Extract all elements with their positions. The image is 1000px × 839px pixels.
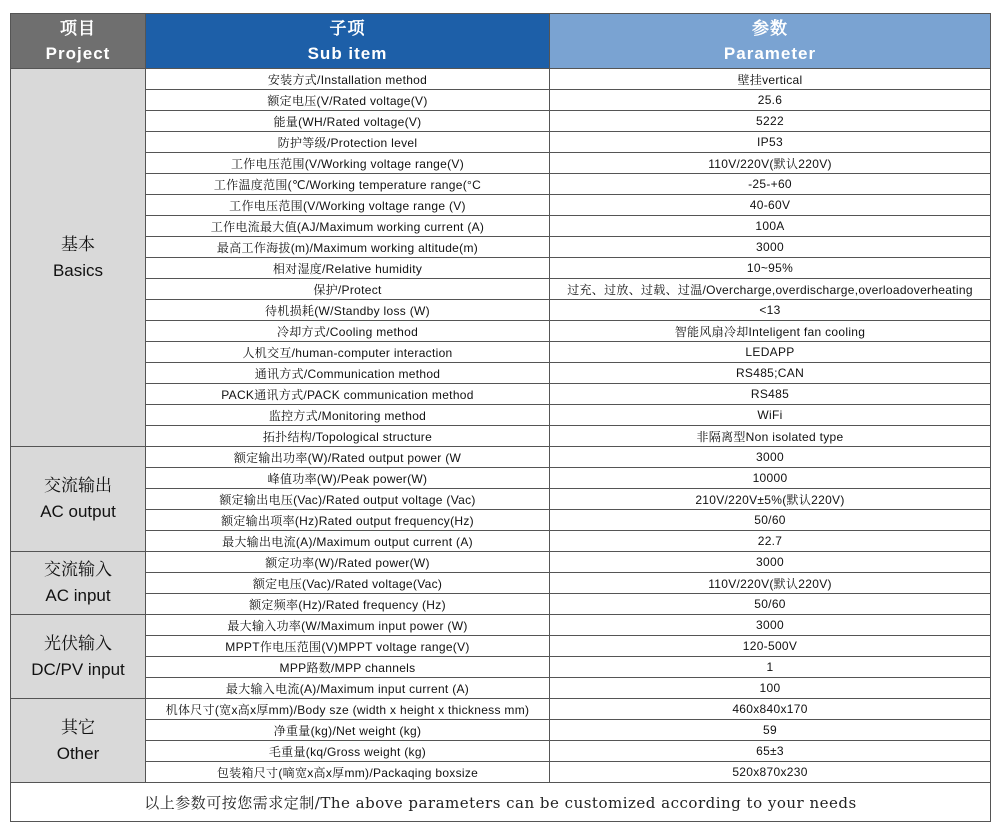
sub-item-cell: 额定输出项率(Hz)Rated output frequency(Hz) (146, 510, 550, 531)
group-label-en: AC output (40, 502, 116, 521)
header-param-zh: 参数 (752, 19, 788, 38)
table-row (11, 636, 991, 657)
sub-item-cell: 工作电压范围(V/Working voltage range (V) (146, 195, 550, 216)
table-row (11, 615, 991, 636)
sub-item-cell: 防护等级/Protection level (146, 132, 550, 153)
table-row (11, 678, 991, 699)
table-row (11, 531, 991, 552)
group-label (11, 615, 146, 699)
parameter-cell: 非隔离型Non isolated type (550, 426, 991, 447)
table-row (11, 384, 991, 405)
parameter-cell: 3000 (550, 447, 991, 468)
table-row (11, 90, 991, 111)
header-row (11, 14, 991, 69)
sub-item-cell: 相对湿度/Relative humidity (146, 258, 550, 279)
parameter-cell: IP53 (550, 132, 991, 153)
group-label (11, 69, 146, 447)
parameter-cell: 智能风扇冷却Inteligent fan cooling (550, 321, 991, 342)
parameter-cell: 过充、过放、过载、过温/Overcharge,overdischarge,overloadoverheating (550, 279, 991, 300)
sub-item-cell: 机体尺寸(宽x高x厚mm)/Body sze (width x height x thickness mm) (146, 699, 550, 720)
parameter-cell: WiFi (550, 405, 991, 426)
table-row (11, 720, 991, 741)
table-row (11, 300, 991, 321)
header-project-en: Project (45, 44, 111, 63)
table-row (11, 279, 991, 300)
sub-item-cell: 工作温度范围(℃/Working temperature range(°C (146, 174, 550, 195)
sub-item-cell: 净重量(kg)/Net weight (kg) (146, 720, 550, 741)
parameter-cell: RS485;CAN (550, 363, 991, 384)
group-label-zh: 交流输出 (44, 476, 112, 495)
sub-item-cell: 冷却方式/Cooling method (146, 321, 550, 342)
parameter-cell: 壁挂vertical (550, 69, 991, 90)
header-sub-item (146, 14, 550, 69)
parameter-cell: 10~95% (550, 258, 991, 279)
sub-item-cell: 保护/Protect (146, 279, 550, 300)
table-row (11, 69, 991, 90)
table-row (11, 195, 991, 216)
group-label-en: Other (56, 743, 100, 763)
parameter-cell: 50/60 (550, 510, 991, 531)
header-param-en: Parameter (723, 44, 817, 63)
table-row (11, 573, 991, 594)
parameter-cell: 3000 (550, 237, 991, 258)
parameter-cell: 40-60V (550, 195, 991, 216)
parameter-cell: 110V/220V(默认220V) (550, 153, 991, 174)
group-label-zh: 交流输入 (44, 560, 112, 579)
group-label-zh: 光伏输入 (44, 633, 112, 653)
table-row (11, 552, 991, 573)
table-row (11, 342, 991, 363)
sub-item-cell: MPP路数/MPP channels (146, 657, 550, 678)
parameter-cell: 460x840x170 (550, 699, 991, 720)
parameter-cell: 100 (550, 678, 991, 699)
group-label (11, 699, 146, 783)
parameter-cell: 110V/220V(默认220V) (550, 573, 991, 594)
table-row (11, 762, 991, 783)
sub-item-cell: 峰值功率(W)/Peak power(W) (146, 468, 550, 489)
parameter-cell: 1 (550, 657, 991, 678)
sub-item-cell: 额定电压(V/Rated voltage(V) (146, 90, 550, 111)
header-sub-zh: 子项 (329, 19, 366, 38)
parameter-cell: 210V/220V±5%(默认220V) (550, 489, 991, 510)
parameter-cell: 50/60 (550, 594, 991, 615)
sub-item-cell: 工作电压范围(V/Working voltage range(V) (146, 153, 550, 174)
parameter-cell: <13 (550, 300, 991, 321)
group-label-en: AC input (45, 586, 111, 605)
parameter-cell: 3000 (550, 615, 991, 636)
parameter-cell: 520x870x230 (550, 762, 991, 783)
parameter-cell: 10000 (550, 468, 991, 489)
table-row (11, 216, 991, 237)
parameter-cell: 120-500V (550, 636, 991, 657)
sub-item-cell: 拓扑结构/Topological structure (146, 426, 550, 447)
sub-item-cell: 额定输出功率(W)/Rated output power (W (146, 447, 550, 468)
table-row (11, 405, 991, 426)
table-row (11, 447, 991, 468)
sub-item-cell: 包装箱尺寸(嘀宽x高x厚mm)/Packaqing boxsize (146, 762, 550, 783)
group-label-zh: 基本 (61, 234, 95, 254)
parameter-cell: 65±3 (550, 741, 991, 762)
sub-item-cell: MPPT作电压范围(V)MPPT voltage range(V) (146, 636, 550, 657)
parameter-cell: 5222 (550, 111, 991, 132)
table-row (11, 489, 991, 510)
parameter-cell: 59 (550, 720, 991, 741)
table-row (11, 258, 991, 279)
header-parameter (550, 14, 991, 69)
sub-item-cell: 额定频率(Hz)/Rated frequency (Hz) (146, 594, 550, 615)
spec-body (11, 69, 991, 783)
group-label-zh: 其它 (61, 717, 95, 737)
spec-table (10, 13, 991, 822)
sub-item-cell: 最大输入电流(A)/Maximum input current (A) (146, 678, 550, 699)
header-project-zh: 项目 (60, 19, 96, 38)
table-row (11, 132, 991, 153)
sub-item-cell: 工作电流最大值(AJ/Maximum working current (A) (146, 216, 550, 237)
sub-item-cell: 毛重量(kq/Gross weight (kg) (146, 741, 550, 762)
parameter-cell: 100A (550, 216, 991, 237)
group-label (11, 552, 146, 615)
group-label-en: Basics (52, 260, 104, 280)
footer-note: 以上参数可按您需求定制/The above parameters can be customized according to your needs (11, 783, 991, 822)
parameter-cell: 22.7 (550, 531, 991, 552)
table-row (11, 363, 991, 384)
table-row (11, 468, 991, 489)
sub-item-cell: 待机损耗(W/Standby loss (W) (146, 300, 550, 321)
sub-item-cell: 能量(WH/Rated voltage(V) (146, 111, 550, 132)
header-sub-en: Sub item (307, 44, 388, 63)
sub-item-cell: 额定功率(W)/Rated power(W) (146, 552, 550, 573)
table-row (11, 174, 991, 195)
sub-item-cell: PACK通讯方式/PACK communication method (146, 384, 550, 405)
sub-item-cell: 安装方式/Installation method (146, 69, 550, 90)
table-row (11, 699, 991, 720)
group-label (11, 447, 146, 552)
parameter-cell: RS485 (550, 384, 991, 405)
header-project (11, 14, 146, 69)
sub-item-cell: 监控方式/Monitoring method (146, 405, 550, 426)
parameter-cell: -25-+60 (550, 174, 991, 195)
sub-item-cell: 最高工作海拔(m)/Maximum working altitude(m) (146, 237, 550, 258)
parameter-cell: LEDAPP (550, 342, 991, 363)
table-row (11, 111, 991, 132)
sub-item-cell: 通讯方式/Communication method (146, 363, 550, 384)
sub-item-cell: 额定输出电压(Vac)/Rated output voltage (Vac) (146, 489, 550, 510)
group-label-en: DC/PV input (31, 659, 125, 679)
sub-item-cell: 额定电压(Vac)/Rated voltage(Vac) (146, 573, 550, 594)
table-row (11, 510, 991, 531)
table-row (11, 426, 991, 447)
sub-item-cell: 最大输入功率(W/Maximum input power (W) (146, 615, 550, 636)
parameter-cell: 25.6 (550, 90, 991, 111)
sub-item-cell: 人机交互/human-computer interaction (146, 342, 550, 363)
sub-item-cell: 最大输出电流(A)/Maximum output current (A) (146, 531, 550, 552)
table-row (11, 237, 991, 258)
table-row (11, 657, 991, 678)
table-row (11, 594, 991, 615)
table-row (11, 321, 991, 342)
table-row (11, 741, 991, 762)
parameter-cell: 3000 (550, 552, 991, 573)
table-row (11, 153, 991, 174)
footer-row (11, 783, 991, 822)
